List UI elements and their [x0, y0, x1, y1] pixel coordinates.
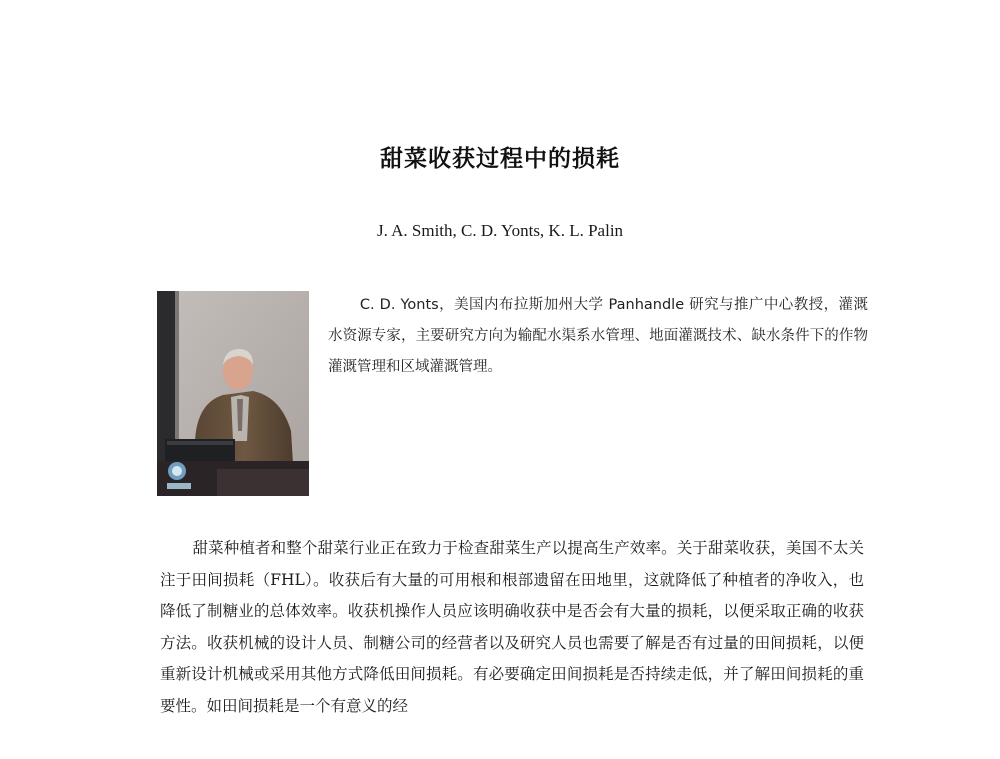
page-cutoff [0, 745, 1000, 759]
article-title: 甜菜收获过程中的损耗 [380, 146, 620, 172]
body-paragraph: 甜菜种植者和整个甜菜行业正在致力于检查甜菜生产以提高生产效率。关于甜菜收获，美国不太关注于田间损耗（FHL）。收获后有大量的可用根和根部遗留在田地里，这就降低了种植者的净收入，也降低了制糖业的总体效率。收获机操作人员应该明确收获中是否会有大量的损耗，以便采取正确的收获方法。收获机械的设计人员、制糖公司的经营者以及研究人员也需要了解是否有过量的田间损耗，以便重新设计机械或采用其他方式降低田间损耗。有必要确定田间损耗是否持续走低，并了解田间损耗的重要性。如田间损耗是一个有意义的经 [160, 539, 864, 715]
author-photo [157, 291, 309, 496]
author-bio: C. D. Yonts，美国内布拉斯加州大学 Panhandle 研究与推广中心教授，灌溉水资源专家，主要研究方向为输配水渠系水管理、地面灌溉技术、缺水条件下的作物灌溉管理和区域灌溉管理。 [328, 297, 868, 375]
author-line: J. A. Smith, C. D. Yonts, K. L. Palin [376, 221, 624, 240]
